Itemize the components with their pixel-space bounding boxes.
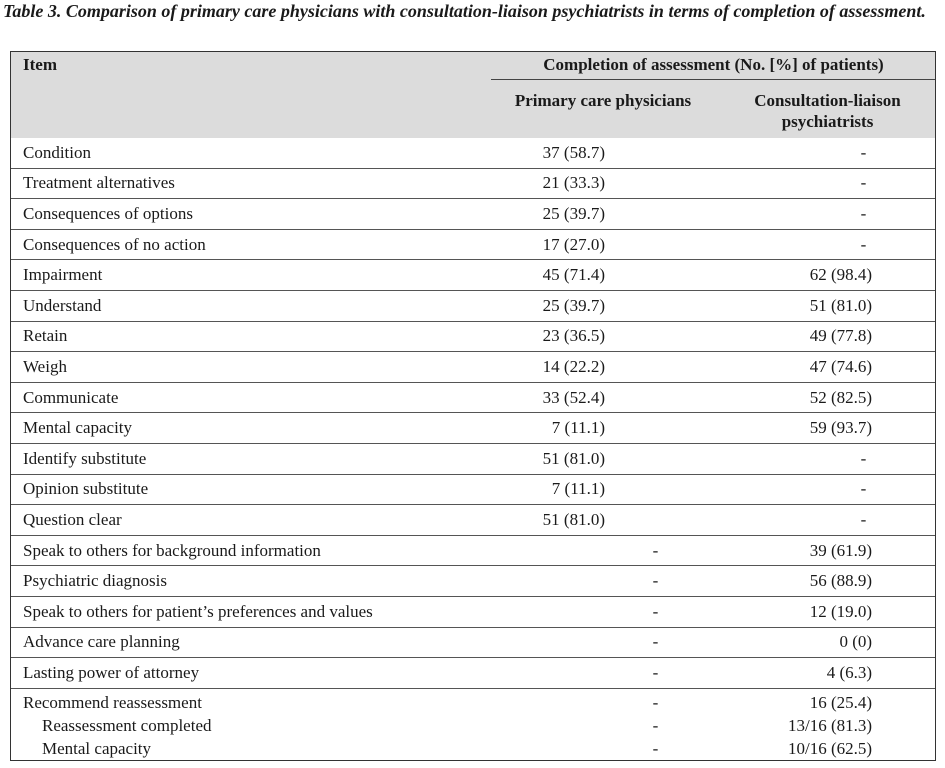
header-primary-care: Primary care physicians bbox=[487, 89, 719, 138]
row-primary-care-value: 37 (58.7) bbox=[487, 138, 719, 168]
row-primary-care-value: 25 (39.7) bbox=[487, 199, 719, 230]
row-consultation-liaison-value: 0 (0) bbox=[719, 627, 936, 658]
table-row bbox=[10, 443, 936, 474]
row-clp-main: 16 (25.4) bbox=[809, 692, 873, 712]
row-consultation-liaison-value: 4 (6.3) bbox=[719, 658, 936, 689]
header-row-1 bbox=[10, 51, 936, 89]
row-item: Condition bbox=[10, 138, 487, 168]
row-consultation-liaison-value bbox=[719, 688, 936, 760]
row-primary-care-value: 21 (33.3) bbox=[487, 168, 719, 199]
table-row bbox=[10, 627, 936, 658]
row-item-sub: Reassessment completed bbox=[42, 715, 212, 735]
row-item: Identify substitute bbox=[10, 443, 487, 474]
row-primary-care-value: 7 (11.1) bbox=[487, 413, 719, 444]
row-item: Consequences of options bbox=[10, 199, 487, 230]
table-row bbox=[10, 352, 936, 383]
row-pcp-sub: - bbox=[652, 738, 659, 758]
table-row bbox=[10, 596, 936, 627]
row-primary-care-value bbox=[487, 688, 719, 760]
row-consultation-liaison-value: - bbox=[719, 443, 936, 474]
row-primary-care-value: 51 (81.0) bbox=[487, 443, 719, 474]
row-primary-care-value: 14 (22.2) bbox=[487, 352, 719, 383]
row-primary-care-value: - bbox=[487, 627, 719, 658]
row-item bbox=[10, 688, 487, 760]
row-primary-care-value: 23 (36.5) bbox=[487, 321, 719, 352]
header-item: Item bbox=[10, 51, 487, 138]
table-row bbox=[10, 138, 936, 168]
row-consultation-liaison-value: - bbox=[719, 505, 936, 536]
row-consultation-liaison-value: - bbox=[719, 168, 936, 199]
table-row bbox=[10, 321, 936, 352]
row-consultation-liaison-value: - bbox=[719, 474, 936, 505]
row-consultation-liaison-value: 12 (19.0) bbox=[719, 596, 936, 627]
row-item: Weigh bbox=[10, 352, 487, 383]
row-item: Question clear bbox=[10, 505, 487, 536]
header-group-label: Completion of assessment (No. [%] of patients) bbox=[491, 55, 936, 80]
row-consultation-liaison-value: - bbox=[719, 199, 936, 230]
row-item: Psychiatric diagnosis bbox=[10, 566, 487, 597]
row-primary-care-value: 33 (52.4) bbox=[487, 382, 719, 413]
row-item: Opinion substitute bbox=[10, 474, 487, 505]
row-primary-care-value: - bbox=[487, 596, 719, 627]
table-row-reassessment bbox=[10, 688, 936, 760]
table-row bbox=[10, 168, 936, 199]
row-consultation-liaison-value: 51 (81.0) bbox=[719, 290, 936, 321]
row-pcp-main: - bbox=[652, 692, 659, 712]
row-primary-care-value: - bbox=[487, 535, 719, 566]
row-item-sub: Mental capacity bbox=[42, 738, 152, 758]
row-pcp-sub: - bbox=[652, 715, 659, 735]
row-consultation-liaison-value: 56 (88.9) bbox=[719, 566, 936, 597]
row-primary-care-value: 45 (71.4) bbox=[487, 260, 719, 291]
row-consultation-liaison-value: 39 (61.9) bbox=[719, 535, 936, 566]
comparison-table bbox=[10, 51, 936, 761]
row-consultation-liaison-value: 52 (82.5) bbox=[719, 382, 936, 413]
row-item: Understand bbox=[10, 290, 487, 321]
header-consultation-liaison: Consultation-liaison psychiatrists bbox=[719, 89, 936, 138]
row-clp-sub: 13/16 (81.3) bbox=[787, 715, 873, 735]
row-item: Impairment bbox=[10, 260, 487, 291]
row-primary-care-value: 17 (27.0) bbox=[487, 229, 719, 260]
table-row bbox=[10, 658, 936, 689]
row-item: Advance care planning bbox=[10, 627, 487, 658]
table-row bbox=[10, 229, 936, 260]
table-row bbox=[10, 474, 936, 505]
row-item: Lasting power of attorney bbox=[10, 658, 487, 689]
table-row bbox=[10, 535, 936, 566]
table-row bbox=[10, 260, 936, 291]
row-consultation-liaison-value: 49 (77.8) bbox=[719, 321, 936, 352]
row-consultation-liaison-value: 62 (98.4) bbox=[719, 260, 936, 291]
row-consultation-liaison-value: 59 (93.7) bbox=[719, 413, 936, 444]
row-item: Retain bbox=[10, 321, 487, 352]
table-row bbox=[10, 505, 936, 536]
row-item-main: Recommend reassessment bbox=[23, 692, 202, 712]
table-row bbox=[10, 290, 936, 321]
row-consultation-liaison-value: 47 (74.6) bbox=[719, 352, 936, 383]
table-caption: Table 3. Comparison of primary care physicians with consultation-liaison psychiatrists in terms of completion of assessment. bbox=[3, 1, 926, 21]
row-item: Speak to others for patient’s preferences and values bbox=[10, 596, 487, 627]
header-completion-group bbox=[487, 51, 936, 89]
row-primary-care-value: 51 (81.0) bbox=[487, 505, 719, 536]
table-row bbox=[10, 382, 936, 413]
row-primary-care-value: 25 (39.7) bbox=[487, 290, 719, 321]
row-item: Speak to others for background information bbox=[10, 535, 487, 566]
row-item: Mental capacity bbox=[10, 413, 487, 444]
row-item: Consequences of no action bbox=[10, 229, 487, 260]
table-row bbox=[10, 199, 936, 230]
row-consultation-liaison-value: - bbox=[719, 138, 936, 168]
row-clp-sub: 10/16 (62.5) bbox=[787, 738, 873, 758]
table-row bbox=[10, 413, 936, 444]
row-primary-care-value: 7 (11.1) bbox=[487, 474, 719, 505]
row-primary-care-value: - bbox=[487, 566, 719, 597]
row-item: Communicate bbox=[10, 382, 487, 413]
row-primary-care-value: - bbox=[487, 658, 719, 689]
row-item: Treatment alternatives bbox=[10, 168, 487, 199]
table-row bbox=[10, 566, 936, 597]
row-consultation-liaison-value: - bbox=[719, 229, 936, 260]
